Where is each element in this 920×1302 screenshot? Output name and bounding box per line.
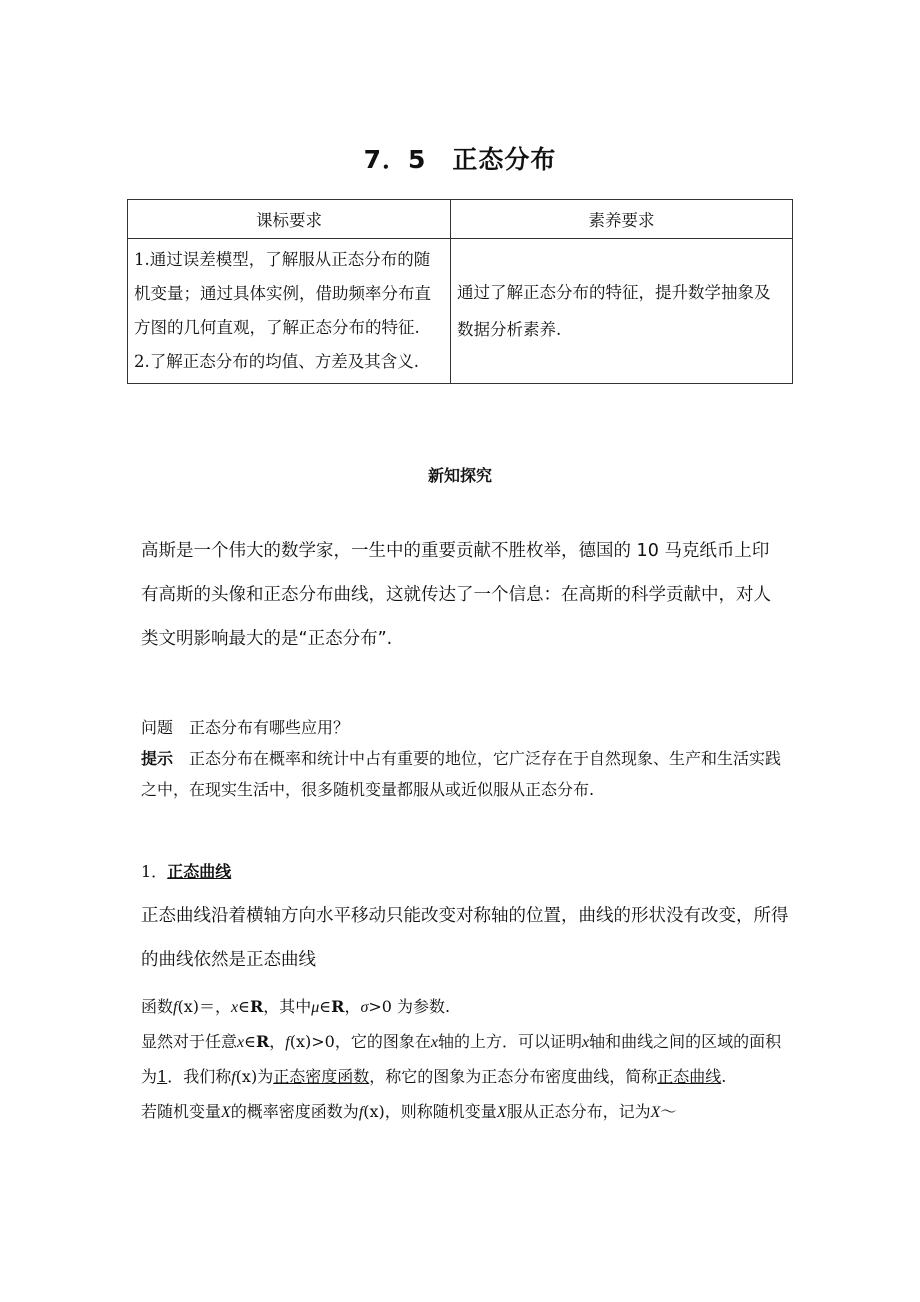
- hint-text: 正态分布在概率和统计中占有重要的地位，它广泛存在于自然现象、生产和生活实践之中，在现实生活中，很多随机变量都服从或近似服从正态分布.: [141, 749, 782, 799]
- function-line: 函数f(x)＝，x∈R，其中μ∈R，σ>0 为参数.: [141, 997, 451, 1016]
- pdf-term: 正态密度函数: [273, 1067, 370, 1086]
- section-number: 1．: [141, 862, 168, 881]
- question-line: [141, 712, 791, 743]
- question-label: 问题: [141, 718, 174, 737]
- hint-line: [141, 743, 791, 805]
- question-hint-block: [141, 712, 791, 805]
- property-paragraph: 显然对于任意x∈R，f(x)>0，它的图象在x轴的上方．可以证明x轴和曲线之间的区域的面积为1．我们称f(x)为正态密度函数，称它的图象为正态分布密度曲线，简称正态曲线.: [141, 1032, 782, 1086]
- section-title: 新知探究: [427, 466, 492, 485]
- intro-paragraph: 高斯是一个伟大的数学家，一生中的重要贡献不胜枚举，德国的 10 马克纸币上印有高斯的头像和正态分布曲线，这就传达了一个信息：在高斯的科学贡献中，对人类文明影响最大的是“正态分布”.: [141, 541, 771, 649]
- table-header-literacy: 素养要求: [451, 200, 793, 239]
- function-definition: [141, 990, 791, 1130]
- section-heading: [141, 859, 231, 882]
- page-title: 7．5 正态分布: [363, 145, 557, 174]
- curve-term: 正态曲线: [657, 1067, 722, 1086]
- hint-label: 提示: [141, 749, 174, 768]
- table-cell-literacy: 通过了解正态分布的特征，提升数学抽象及数据分析素养.: [451, 239, 793, 384]
- requirements-table: [127, 199, 793, 384]
- section-heading-title: 正态曲线: [167, 862, 232, 881]
- definition-paragraph: 若随机变量X的概率密度函数为f(x)，则称随机变量X服从正态分布，记为X～: [141, 1102, 677, 1121]
- question-text: 正态分布有哪些应用？: [189, 718, 350, 737]
- table-header-curriculum: 课标要求: [128, 200, 451, 239]
- curve-description: 正态曲线沿着横轴方向水平移动只能改变对称轴的位置，曲线的形状没有改变，所得的曲线依然是正态曲线: [141, 906, 789, 970]
- table-cell-curriculum: 1.通过误差模型，了解服从正态分布的随机变量；通过具体实例，借助频率分布直方图的几何直观，了解正态分布的特征. 2.了解正态分布的均值、方差及其含义.: [128, 239, 451, 384]
